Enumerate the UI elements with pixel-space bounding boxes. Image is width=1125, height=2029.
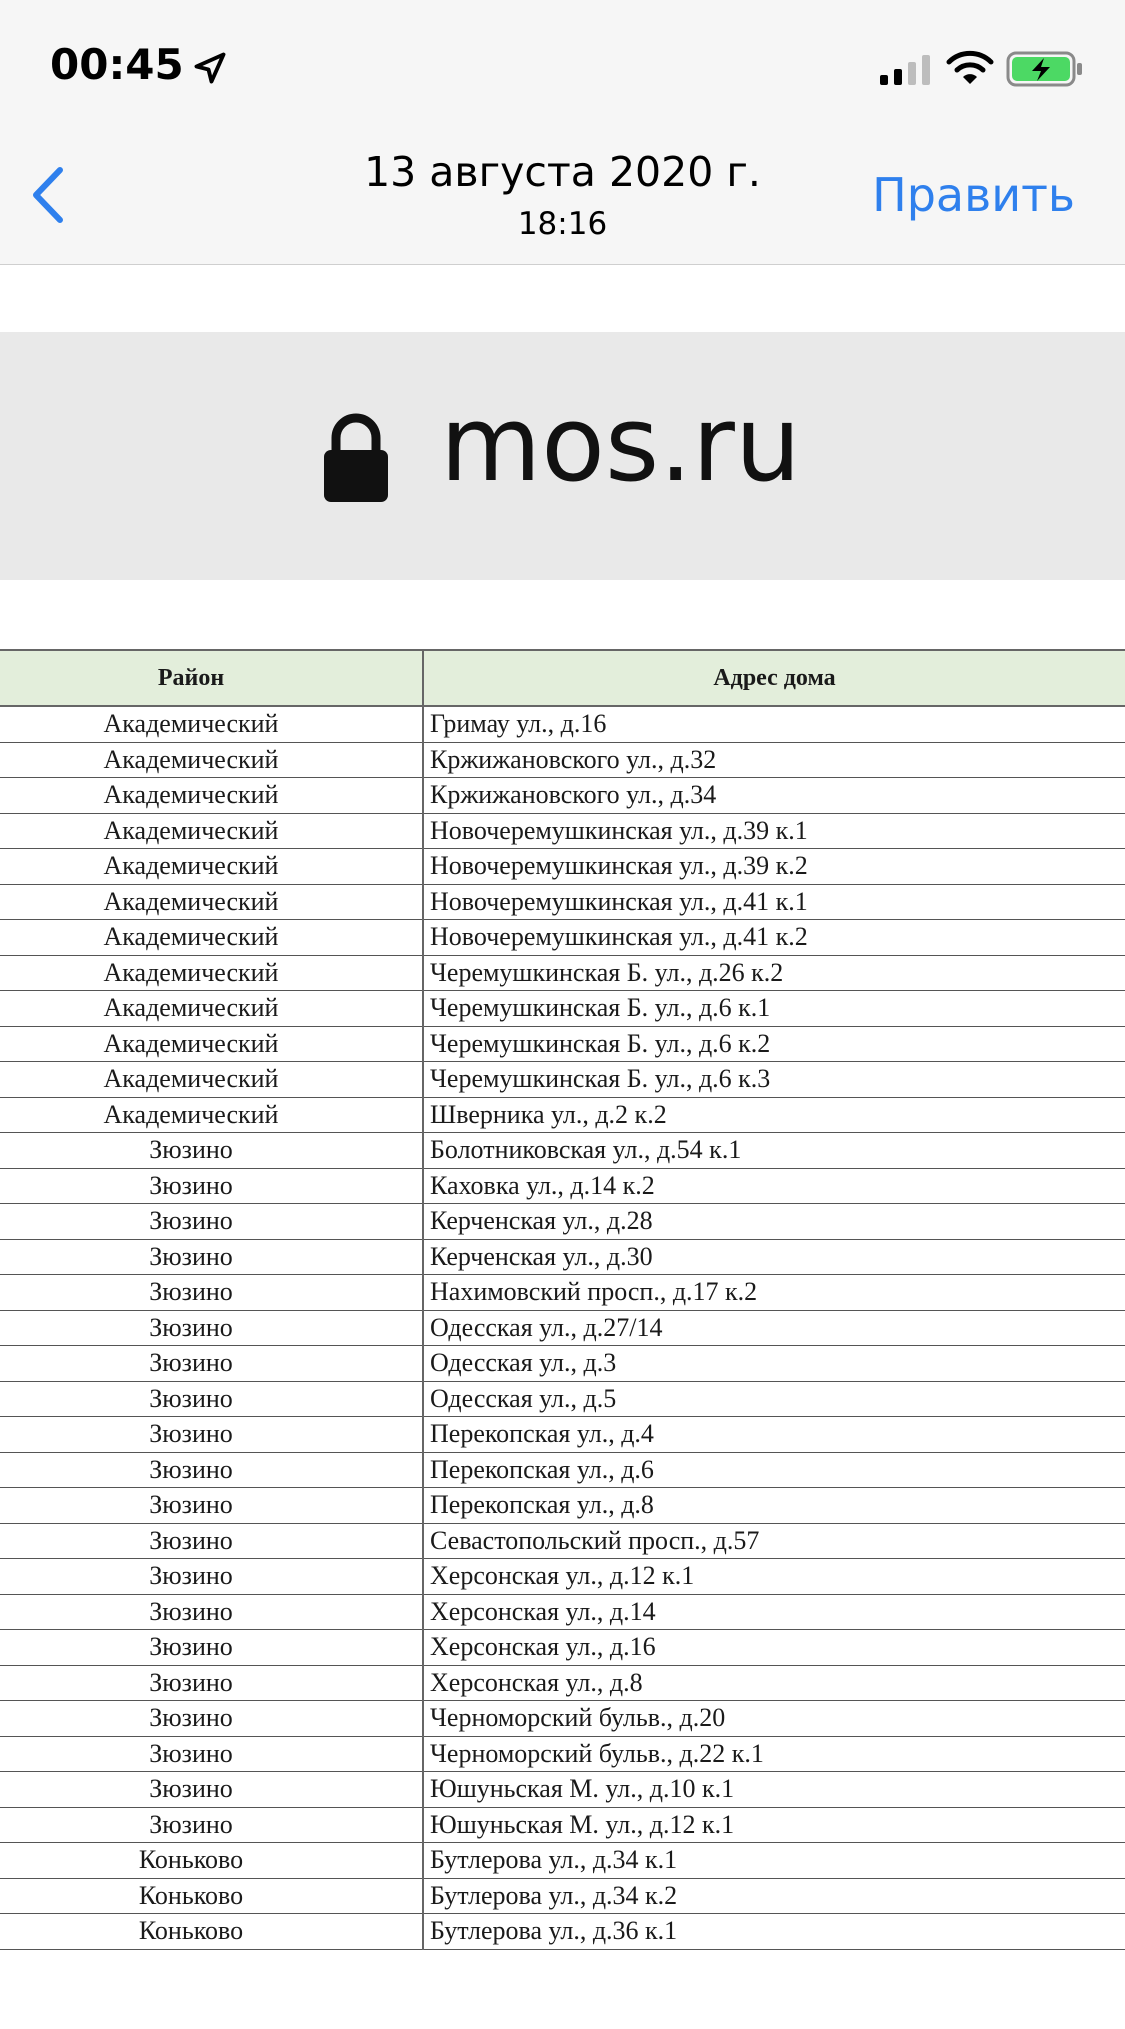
nav-title: 13 августа 2020 г. xyxy=(364,148,761,196)
address-cell: Каховка ул., д.14 к.2 xyxy=(423,1168,1125,1204)
table-row xyxy=(0,1843,1125,1879)
table-row xyxy=(0,1701,1125,1737)
address-cell: Херсонская ул., д.12 к.1 xyxy=(423,1559,1125,1595)
district-cell: Зюзино xyxy=(0,1452,423,1488)
district-cell: Зюзино xyxy=(0,1630,423,1666)
district-cell: Академический xyxy=(0,991,423,1027)
address-cell: Одесская ул., д.27/14 xyxy=(423,1310,1125,1346)
table-row xyxy=(0,1417,1125,1453)
status-bar xyxy=(0,0,1125,130)
address-cell: Перекопская ул., д.6 xyxy=(423,1452,1125,1488)
district-cell: Академический xyxy=(0,884,423,920)
district-cell: Зюзино xyxy=(0,1594,423,1630)
column-header-district: Район xyxy=(0,650,423,706)
district-cell: Зюзино xyxy=(0,1665,423,1701)
table-row xyxy=(0,742,1125,778)
address-cell: Юшуньская М. ул., д.12 к.1 xyxy=(423,1807,1125,1843)
address-cell: Черемушкинская Б. ул., д.6 к.1 xyxy=(423,991,1125,1027)
address-cell: Бутлерова ул., д.34 к.2 xyxy=(423,1878,1125,1914)
table-row xyxy=(0,1665,1125,1701)
cell-signal-icon xyxy=(880,55,932,85)
address-cell: Черноморский бульв., д.20 xyxy=(423,1701,1125,1737)
address-cell: Перекопская ул., д.4 xyxy=(423,1417,1125,1453)
district-cell: Зюзино xyxy=(0,1310,423,1346)
address-cell: Новочеремушкинская ул., д.41 к.2 xyxy=(423,920,1125,956)
address-table xyxy=(0,649,1125,1950)
address-cell: Севастопольский просп., д.57 xyxy=(423,1523,1125,1559)
table-row xyxy=(0,1488,1125,1524)
address-cell: Новочеремушкинская ул., д.39 к.1 xyxy=(423,813,1125,849)
address-cell: Шверника ул., д.2 к.2 xyxy=(423,1097,1125,1133)
table-row xyxy=(0,1630,1125,1666)
table-row xyxy=(0,813,1125,849)
table-row xyxy=(0,778,1125,814)
district-cell: Зюзино xyxy=(0,1807,423,1843)
table-row xyxy=(0,920,1125,956)
nav-subtitle: 18:16 xyxy=(517,206,608,242)
address-cell: Черемушкинская Б. ул., д.26 к.2 xyxy=(423,955,1125,991)
district-cell: Зюзино xyxy=(0,1381,423,1417)
lock-icon xyxy=(322,412,390,504)
table-row xyxy=(0,1914,1125,1950)
district-cell: Коньково xyxy=(0,1914,423,1950)
table-row xyxy=(0,1594,1125,1630)
district-cell: Зюзино xyxy=(0,1168,423,1204)
table-row xyxy=(0,1310,1125,1346)
district-cell: Зюзино xyxy=(0,1559,423,1595)
district-cell: Коньково xyxy=(0,1878,423,1914)
table-row xyxy=(0,1878,1125,1914)
url-text: mos.ru xyxy=(440,383,801,505)
table-body xyxy=(0,706,1125,1949)
district-cell: Академический xyxy=(0,920,423,956)
district-cell: Зюзино xyxy=(0,1488,423,1524)
district-cell: Зюзино xyxy=(0,1736,423,1772)
district-cell: Зюзино xyxy=(0,1204,423,1240)
address-cell: Херсонская ул., д.16 xyxy=(423,1630,1125,1666)
address-cell: Черемушкинская Б. ул., д.6 к.2 xyxy=(423,1026,1125,1062)
district-cell: Академический xyxy=(0,1097,423,1133)
edit-button[interactable]: Править xyxy=(872,168,1075,222)
nav-bar xyxy=(0,130,1125,265)
table-row xyxy=(0,1559,1125,1595)
table-row xyxy=(0,1275,1125,1311)
district-cell: Зюзино xyxy=(0,1239,423,1275)
district-cell: Зюзино xyxy=(0,1417,423,1453)
column-header-address: Адрес дома xyxy=(423,650,1125,706)
address-cell: Одесская ул., д.5 xyxy=(423,1381,1125,1417)
district-cell: Академический xyxy=(0,742,423,778)
status-time: 00:45 xyxy=(50,40,184,89)
district-cell: Зюзино xyxy=(0,1346,423,1382)
district-cell: Зюзино xyxy=(0,1772,423,1808)
district-cell: Академический xyxy=(0,1026,423,1062)
table-row xyxy=(0,1133,1125,1169)
district-cell: Зюзино xyxy=(0,1133,423,1169)
wifi-icon xyxy=(946,50,994,86)
district-cell: Академический xyxy=(0,1062,423,1098)
district-cell: Зюзино xyxy=(0,1523,423,1559)
district-cell: Академический xyxy=(0,955,423,991)
address-cell: Перекопская ул., д.8 xyxy=(423,1488,1125,1524)
district-cell: Зюзино xyxy=(0,1701,423,1737)
address-cell: Черноморский бульв., д.22 к.1 xyxy=(423,1736,1125,1772)
table-row xyxy=(0,1026,1125,1062)
district-cell: Академический xyxy=(0,849,423,885)
address-cell: Нахимовский просп., д.17 к.2 xyxy=(423,1275,1125,1311)
address-cell: Керченская ул., д.28 xyxy=(423,1204,1125,1240)
table-row xyxy=(0,1204,1125,1240)
address-cell: Новочеремушкинская ул., д.39 к.2 xyxy=(423,849,1125,885)
address-cell: Новочеремушкинская ул., д.41 к.1 xyxy=(423,884,1125,920)
address-cell: Юшуньская М. ул., д.10 к.1 xyxy=(423,1772,1125,1808)
table-row xyxy=(0,1807,1125,1843)
table-row xyxy=(0,706,1125,742)
district-cell: Академический xyxy=(0,778,423,814)
address-cell: Кржижановского ул., д.34 xyxy=(423,778,1125,814)
district-cell: Академический xyxy=(0,813,423,849)
district-cell: Зюзино xyxy=(0,1275,423,1311)
table-row xyxy=(0,1097,1125,1133)
address-cell: Кржижановского ул., д.32 xyxy=(423,742,1125,778)
table-row xyxy=(0,1452,1125,1488)
address-cell: Черемушкинская Б. ул., д.6 к.3 xyxy=(423,1062,1125,1098)
table-row xyxy=(0,1062,1125,1098)
address-cell: Херсонская ул., д.14 xyxy=(423,1594,1125,1630)
table-row xyxy=(0,1772,1125,1808)
table-row xyxy=(0,1523,1125,1559)
district-cell: Академический xyxy=(0,706,423,742)
table-row xyxy=(0,1239,1125,1275)
battery-charging-icon xyxy=(1006,50,1084,88)
table-row xyxy=(0,955,1125,991)
table-row xyxy=(0,884,1125,920)
address-cell: Керченская ул., д.30 xyxy=(423,1239,1125,1275)
address-cell: Бутлерова ул., д.36 к.1 xyxy=(423,1914,1125,1950)
url-bar xyxy=(0,332,1125,580)
table-row xyxy=(0,991,1125,1027)
table-row xyxy=(0,849,1125,885)
table-row xyxy=(0,1168,1125,1204)
table-row xyxy=(0,1346,1125,1382)
district-cell: Коньково xyxy=(0,1843,423,1879)
address-cell: Херсонская ул., д.8 xyxy=(423,1665,1125,1701)
table-header-row xyxy=(0,650,1125,706)
table-row xyxy=(0,1736,1125,1772)
address-cell: Гримау ул., д.16 xyxy=(423,706,1125,742)
address-cell: Бутлерова ул., д.34 к.1 xyxy=(423,1843,1125,1879)
address-cell: Болотниковская ул., д.54 к.1 xyxy=(423,1133,1125,1169)
location-arrow-icon xyxy=(192,50,228,86)
address-cell: Одесская ул., д.3 xyxy=(423,1346,1125,1382)
table-row xyxy=(0,1381,1125,1417)
